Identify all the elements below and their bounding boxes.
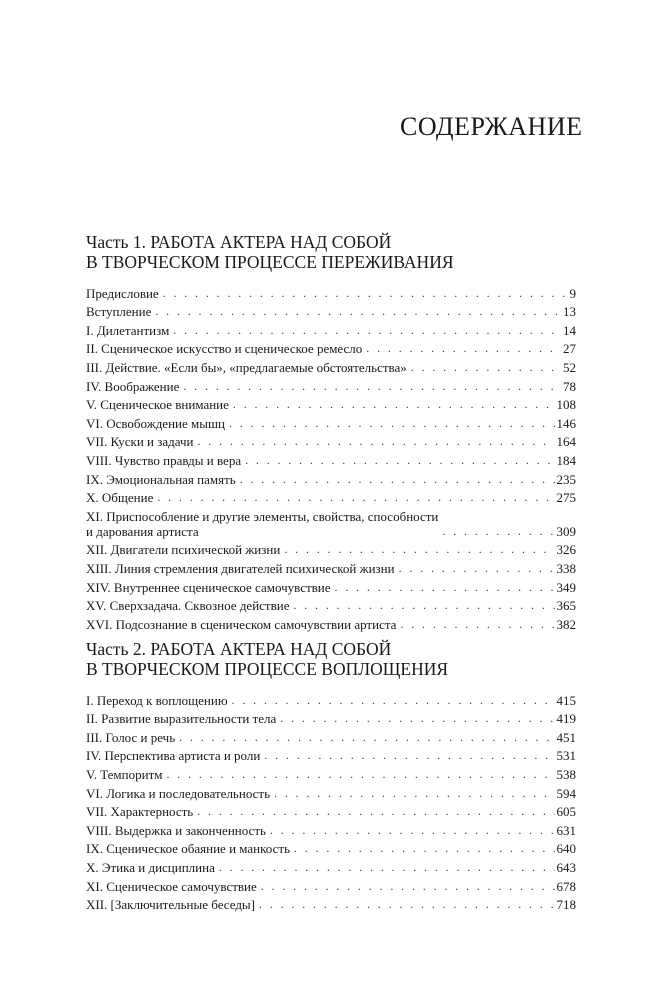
toc-entry	[86, 338, 576, 357]
toc-entry-title: X. Этика и дисциплина	[86, 859, 215, 875]
toc-entry-page-number: 349	[556, 579, 576, 595]
toc-entry	[86, 505, 576, 539]
toc-entry-title: XI. Сценическое самочувствие	[86, 878, 257, 894]
toc-entry	[86, 689, 576, 708]
toc-part-1	[86, 232, 576, 632]
toc-entry-title: XV. Сверхзадача. Сквозное действие	[86, 598, 290, 614]
toc-entry	[86, 557, 576, 576]
toc-entry	[86, 595, 576, 614]
dot-leader	[166, 767, 554, 782]
toc-entry	[86, 394, 576, 413]
toc-entry-page-number: 451	[556, 729, 576, 745]
dot-leader	[400, 617, 554, 632]
toc-entry	[86, 412, 576, 431]
toc-entry-title: IX. Эмоциональная память	[86, 471, 236, 487]
dot-leader	[183, 379, 561, 394]
toc-entry-page-number: 538	[556, 766, 576, 782]
dot-leader	[411, 360, 561, 375]
toc-entry	[86, 894, 576, 913]
toc-entry-title: VII. Куски и задачи	[86, 434, 194, 450]
toc-entry-page-number: 52	[563, 359, 576, 375]
toc-entry-page-number: 643	[556, 859, 576, 875]
toc-list	[86, 282, 576, 632]
dot-leader	[155, 304, 561, 319]
dot-leader	[261, 879, 555, 894]
dot-leader	[280, 711, 554, 726]
toc-entry-title: VIII. Чувство правды и вера	[86, 452, 242, 468]
dot-leader	[264, 748, 554, 763]
toc-entry-page-number: 338	[556, 560, 576, 576]
toc-entry-page-number: 382	[556, 616, 576, 632]
toc-entry	[86, 282, 576, 301]
toc-entry-title: II. Сценическое искусство и сценическое ремесло	[86, 341, 363, 357]
toc-entry-page-number: 146	[556, 415, 576, 431]
toc-list	[86, 689, 576, 912]
dot-leader	[229, 416, 555, 431]
toc-entry-page-number: 184	[556, 452, 576, 468]
toc-entry-title: XI. Приспособление и другие элементы, свойства, способности и дарования артиста	[86, 508, 439, 539]
toc-entry	[86, 431, 576, 450]
toc-entry-page-number: 235	[556, 471, 576, 487]
toc-entry-page-number: 631	[556, 822, 576, 838]
toc-entry-page-number: 27	[563, 341, 576, 357]
part-heading-line: Часть 2. РАБОТА АКТЕРА НАД СОБОЙ	[86, 639, 392, 659]
dot-leader	[270, 823, 555, 838]
dot-leader	[179, 730, 554, 745]
toc-entry	[86, 801, 576, 820]
dot-leader	[335, 580, 555, 595]
toc-entry-title: II. Развитие выразительности тела	[86, 711, 277, 727]
dot-leader	[173, 323, 561, 338]
toc-entry-page-number: 78	[563, 378, 576, 394]
toc-entry	[86, 613, 576, 632]
toc-entry-title: VI. Освобождение мышц	[86, 415, 225, 431]
dot-leader	[233, 397, 555, 412]
part-heading	[86, 639, 576, 679]
toc-entry-page-number: 9	[569, 285, 576, 301]
toc-entry-title: XII. Двигатели психической жизни	[86, 542, 281, 558]
toc-entry-title: VI. Логика и последовательность	[86, 785, 271, 801]
dot-leader	[219, 860, 555, 875]
toc-entry	[86, 819, 576, 838]
toc-entry-page-number: 275	[556, 490, 576, 506]
toc-entry-title: XII. [Заключительные беседы]	[86, 897, 255, 913]
toc-entry	[86, 763, 576, 782]
toc-entry	[86, 301, 576, 320]
toc-entry	[86, 539, 576, 558]
toc-entry	[86, 708, 576, 727]
toc-entry-title: V. Темпоритм	[86, 766, 163, 782]
part-heading-line: Часть 1. РАБОТА АКТЕРА НАД СОБОЙ	[86, 232, 392, 252]
part-heading-line: В ТВОРЧЕСКОМ ПРОЦЕССЕ ПЕРЕЖИВАНИЯ	[86, 252, 454, 272]
toc-entry-page-number: 309	[556, 523, 576, 539]
toc-entry-title: I. Переход к воплощению	[86, 692, 228, 708]
dot-leader	[163, 286, 568, 301]
toc-entry	[86, 319, 576, 338]
toc-entry-title: X. Общение	[86, 490, 154, 506]
toc-entry-title: XIV. Внутреннее сценическое самочувствие	[86, 579, 331, 595]
toc-entry	[86, 356, 576, 375]
dot-leader	[293, 598, 554, 613]
dot-leader	[232, 693, 555, 708]
toc-entry-title: Вступление	[86, 304, 152, 320]
toc-entry-page-number: 640	[556, 841, 576, 857]
toc-entry-title: I. Дилетантизм	[86, 322, 170, 338]
toc-entry-page-number: 164	[556, 434, 576, 450]
toc-entry-page-number: 415	[556, 692, 576, 708]
toc-entry-title: XIII. Линия стремления двигателей психической жизни	[86, 560, 395, 576]
toc-entry-title: XVI. Подсознание в сценическом самочувствии артиста	[86, 616, 397, 632]
dot-leader	[259, 897, 555, 912]
toc-entry	[86, 856, 576, 875]
page-title: СОДЕРЖАНИЕ	[400, 112, 583, 141]
toc-entry-title: III. Действие. «Если бы», «предлагаемые обстоятельства»	[86, 359, 407, 375]
toc-entry	[86, 576, 576, 595]
dot-leader	[399, 561, 555, 576]
dot-leader	[240, 472, 555, 487]
toc-entry-page-number: 594	[556, 785, 576, 801]
toc-entry-page-number: 326	[556, 542, 576, 558]
toc-entry-title: VII. Характерность	[86, 804, 194, 820]
dot-leader	[294, 841, 555, 856]
dot-leader	[157, 490, 554, 505]
toc-entry-title: IV. Воображение	[86, 378, 180, 394]
toc-entry	[86, 375, 576, 394]
dot-leader	[442, 524, 554, 539]
dot-leader	[284, 542, 554, 557]
toc-entry-title: V. Сценическое внимание	[86, 397, 229, 413]
toc-entry	[86, 875, 576, 894]
toc-entry	[86, 782, 576, 801]
toc-entry-page-number: 14	[563, 322, 576, 338]
toc-entry-title: VIII. Выдержка и законченность	[86, 822, 266, 838]
part-heading-line: В ТВОРЧЕСКОМ ПРОЦЕССЕ ВОПЛОЩЕНИЯ	[86, 659, 449, 679]
toc-entry	[86, 487, 576, 506]
toc-entry	[86, 838, 576, 857]
toc-entry	[86, 726, 576, 745]
dot-leader	[274, 786, 554, 801]
toc-entry-page-number: 419	[556, 711, 576, 727]
toc-entry-page-number: 605	[556, 804, 576, 820]
toc-entry-page-number: 718	[556, 897, 576, 913]
toc-entry-title: IV. Перспектива артиста и роли	[86, 748, 261, 764]
toc-entry-page-number: 108	[556, 397, 576, 413]
toc-part-2	[86, 639, 576, 912]
toc-entry	[86, 468, 576, 487]
dot-leader	[198, 434, 555, 449]
dot-leader	[366, 341, 561, 356]
toc-entry-title: Предисловие	[86, 285, 159, 301]
dot-leader	[245, 453, 554, 468]
toc-entry-page-number: 678	[556, 878, 576, 894]
toc-entry-title: IX. Сценическое обаяние и манкость	[86, 841, 290, 857]
toc-entry-page-number: 531	[556, 748, 576, 764]
part-heading	[86, 232, 576, 272]
toc-entry	[86, 745, 576, 764]
toc-entry-page-number: 365	[556, 598, 576, 614]
toc-entry-title: III. Голос и речь	[86, 729, 176, 745]
toc-entry	[86, 449, 576, 468]
dot-leader	[197, 804, 554, 819]
toc-entry-page-number: 13	[563, 304, 576, 320]
